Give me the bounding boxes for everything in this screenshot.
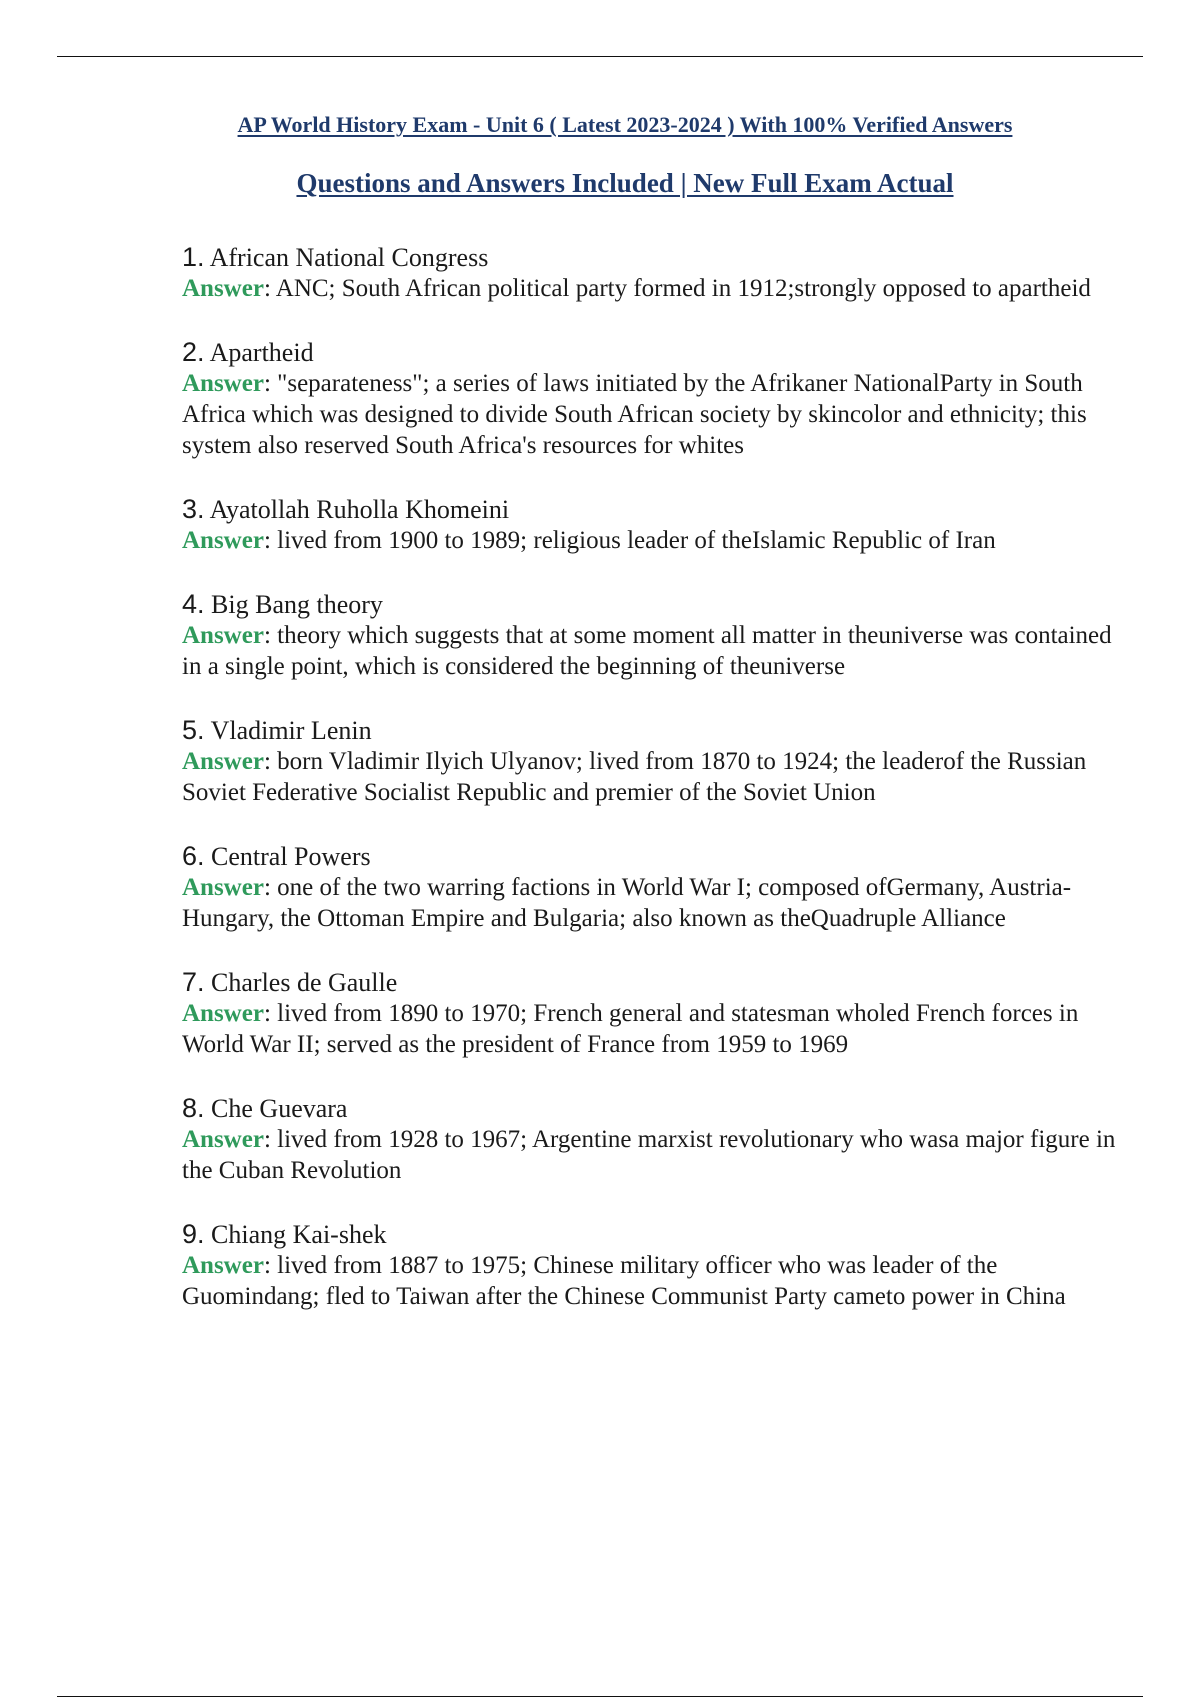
question-line (182, 242, 1132, 273)
answer-text: born Vladimir Ilyich Ulyanov; lived from 1870 to 1924; the leaderof the Russian Soviet Federative Socialist Republic and premier of the Soviet Union (182, 748, 1087, 806)
question-number: 7. (182, 967, 205, 997)
qa-item-3 (182, 494, 1132, 556)
question-term: Vladimir Lenin (210, 716, 372, 745)
question-line (182, 967, 1132, 998)
bottom-rule (57, 1696, 1143, 1697)
answer-line: Answer: lived from 1887 to 1975; Chinese military officer who was leader of the Guomindang; fled to Taiwan after the Chinese Communist Party cameto power in China (182, 1252, 1066, 1310)
answer-line: Answer: ANC; South African political party formed in 1912;strongly opposed to apartheid (182, 275, 1091, 302)
question-term: Ayatollah Ruholla Khomeini (209, 495, 510, 524)
answer-label: Answer (182, 622, 264, 649)
document-subtitle: Questions and Answers Included | New Full Exam Actual (296, 168, 954, 198)
answer-line: Answer: theory which suggests that at some moment all matter in theuniverse was contained in a single point, which is considered the beginning of theuniverse (182, 622, 1112, 680)
question-line (182, 1219, 1132, 1250)
question-number: 2. (182, 337, 205, 367)
question-line (182, 1093, 1132, 1124)
question-line (182, 715, 1132, 746)
answer-text: lived from 1900 to 1989; religious leader of theIslamic Republic of Iran (277, 527, 996, 554)
answer-line: Answer: lived from 1900 to 1989; religious leader of theIslamic Republic of Iran (182, 527, 996, 554)
question-term: Big Bang theory (211, 590, 383, 619)
answer-label: Answer (182, 1000, 264, 1027)
answer-label: Answer (182, 370, 264, 397)
answer-label: Answer (182, 275, 264, 302)
answer-line: Answer: one of the two warring factions in World War I; composed ofGermany, Austria-Hungary, the Ottoman Empire and Bulgaria; also known as theQuadruple Alliance (182, 874, 1072, 932)
qa-item-2 (182, 337, 1132, 461)
qa-item-7 (182, 967, 1132, 1060)
answer-text: lived from 1928 to 1967; Argentine marxist revolutionary who wasa major figure in the Cuban Revolution (182, 1126, 1116, 1184)
question-line (182, 841, 1132, 872)
question-term: Che Guevara (211, 1094, 348, 1123)
answer-text: theory which suggests that at some moment all matter in theuniverse was contained in a single point, which is considered the beginning of theuniverse (182, 622, 1112, 680)
qa-item-4 (182, 589, 1132, 682)
question-number: 9. (182, 1219, 205, 1249)
answer-label: Answer (182, 1126, 264, 1153)
answer-text: lived from 1890 to 1970; French general and statesman wholed French forces in World War II; served as the president of France from 1959 to 1969 (182, 1000, 1079, 1058)
question-number: 5. (182, 715, 205, 745)
question-number: 3. (182, 494, 205, 524)
document-title: AP World History Exam - Unit 6 ( Latest 2023-2024 ) With 100% Verified Answers (237, 112, 1013, 137)
qa-item-8 (182, 1093, 1132, 1186)
answer-line: Answer: born Vladimir Ilyich Ulyanov; lived from 1870 to 1924; the leaderof the Russian Soviet Federative Socialist Republic and premier of the Soviet Union (182, 748, 1087, 806)
question-line (182, 337, 1132, 368)
answer-text: one of the two warring factions in World War I; composed ofGermany, Austria-Hungary, the Ottoman Empire and Bulgaria; also known as theQuadruple Alliance (182, 874, 1072, 932)
qa-item-1 (182, 242, 1132, 304)
question-number: 8. (182, 1093, 205, 1123)
question-term: African National Congress (209, 243, 489, 272)
question-line (182, 589, 1132, 620)
qa-item-5 (182, 715, 1132, 808)
answer-label: Answer (182, 527, 264, 554)
question-number: 1. (182, 242, 205, 272)
qa-list (182, 242, 1132, 1345)
answer-label: Answer (182, 1252, 264, 1279)
answer-line: Answer: lived from 1890 to 1970; French general and statesman wholed French forces in World War II; served as the president of France from 1959 to 1969 (182, 1000, 1079, 1058)
answer-text: "separateness"; a series of laws initiated by the Afrikaner NationalParty in South Africa which was designed to divide South African society by skincolor and ethnicity; this system also reserved South Africa's resources for whites (182, 370, 1087, 459)
question-term: Charles de Gaulle (211, 968, 398, 997)
question-line (182, 494, 1132, 525)
qa-item-9 (182, 1219, 1132, 1312)
answer-text: ANC; South African political party formed in 1912;strongly opposed to apartheid (275, 275, 1091, 302)
qa-item-6 (182, 841, 1132, 934)
top-rule (57, 56, 1143, 57)
answer-line: Answer: lived from 1928 to 1967; Argentine marxist revolutionary who wasa major figure in the Cuban Revolution (182, 1126, 1116, 1184)
answer-label: Answer (182, 748, 264, 775)
question-term: Chiang Kai-shek (211, 1220, 387, 1249)
question-number: 4. (182, 589, 205, 619)
answer-label: Answer (182, 874, 264, 901)
question-term: Apartheid (209, 338, 314, 367)
answer-line: Answer: "separateness"; a series of laws initiated by the Afrikaner NationalParty in South Africa which was designed to divide South African society by skincolor and ethnicity; this system also reserved South Africa's resources for whites (182, 370, 1087, 459)
question-term: Central Powers (211, 842, 371, 871)
question-number: 6. (182, 841, 205, 871)
answer-text: lived from 1887 to 1975; Chinese military officer who was leader of the Guomindang; fled to Taiwan after the Chinese Communist Party cameto power in China (182, 1252, 1066, 1310)
